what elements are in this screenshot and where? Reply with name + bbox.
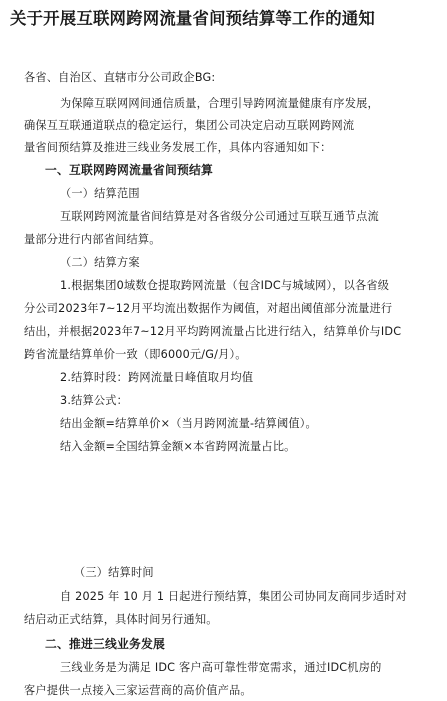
scope-line-1: 互联网跨网流量省间结算是对各省级分公司通过互联互通节点流 (60, 210, 379, 223)
salutation: 各省、自治区、直辖市分公司政企BG: (24, 71, 216, 84)
formula-out: 结出金额=结算单价×（当月跨网流量-结算阈值）。 (60, 417, 317, 430)
plan-item-1-line-3: 结出，并根据2023年7~12月平均跨网流量占比进行结入，结算单价与IDC (24, 325, 402, 338)
plan-heading: （二）结算方案 (60, 256, 140, 269)
scope-line-2: 量部分进行内部省间结算。 (24, 233, 161, 246)
intro-line-3: 量省间预结算及推进三线业务发展工作，具体内容通知如下： (24, 141, 332, 154)
section-1-heading: 一、互联网跨网流量省间预结算 (45, 163, 213, 177)
time-line-1: 自 2025 年 10 月 1 日起进行预结算，集团公司协同友商同步适时对 (60, 590, 408, 603)
section-2-heading: 二、推进三线业务发展 (45, 637, 165, 651)
plan-item-1-line-4: 跨省流量结算单价一致（即6000元/G/月）。 (24, 348, 247, 361)
document-title: 关于开展互联网跨网流量省间预结算等工作的通知 (10, 9, 375, 28)
time-heading: （三）结算时间 (74, 566, 154, 579)
scope-heading: （一）结算范围 (60, 187, 140, 200)
plan-item-1-line-2: 分公司2023年7~12月平均流出数据作为阈值，对超出阈值部分流量进行 (24, 302, 393, 315)
plan-item-2: 2.结算时段：跨网流量日峰值取月均值 (60, 371, 254, 384)
plan-item-1-line-1: 1.根据集团0域数仓提取跨网流量（包含IDC与城域网），以各省级 (60, 279, 390, 292)
time-line-2: 结启动正式结算，具体时间另行通知。 (24, 613, 218, 626)
section-2-line-1: 三线业务是为满足 IDC 客户高可靠性带宽需求，通过IDC机房的 (60, 661, 382, 674)
section-2-line-2: 客户提供一点接入三家运营商的高价值产品。 (24, 684, 252, 697)
plan-item-3: 3.结算公式： (60, 394, 129, 407)
intro-line-1: 为保障互联网网间通信质量，合理引导跨网流量健康有序发展， (60, 97, 379, 110)
intro-line-2: 确保互互联通道联点的稳定运行，集团公司决定启动互联网跨网流 (24, 119, 355, 132)
formula-in: 结入金额=全国结算金额×本省跨网流量占比。 (60, 440, 296, 453)
